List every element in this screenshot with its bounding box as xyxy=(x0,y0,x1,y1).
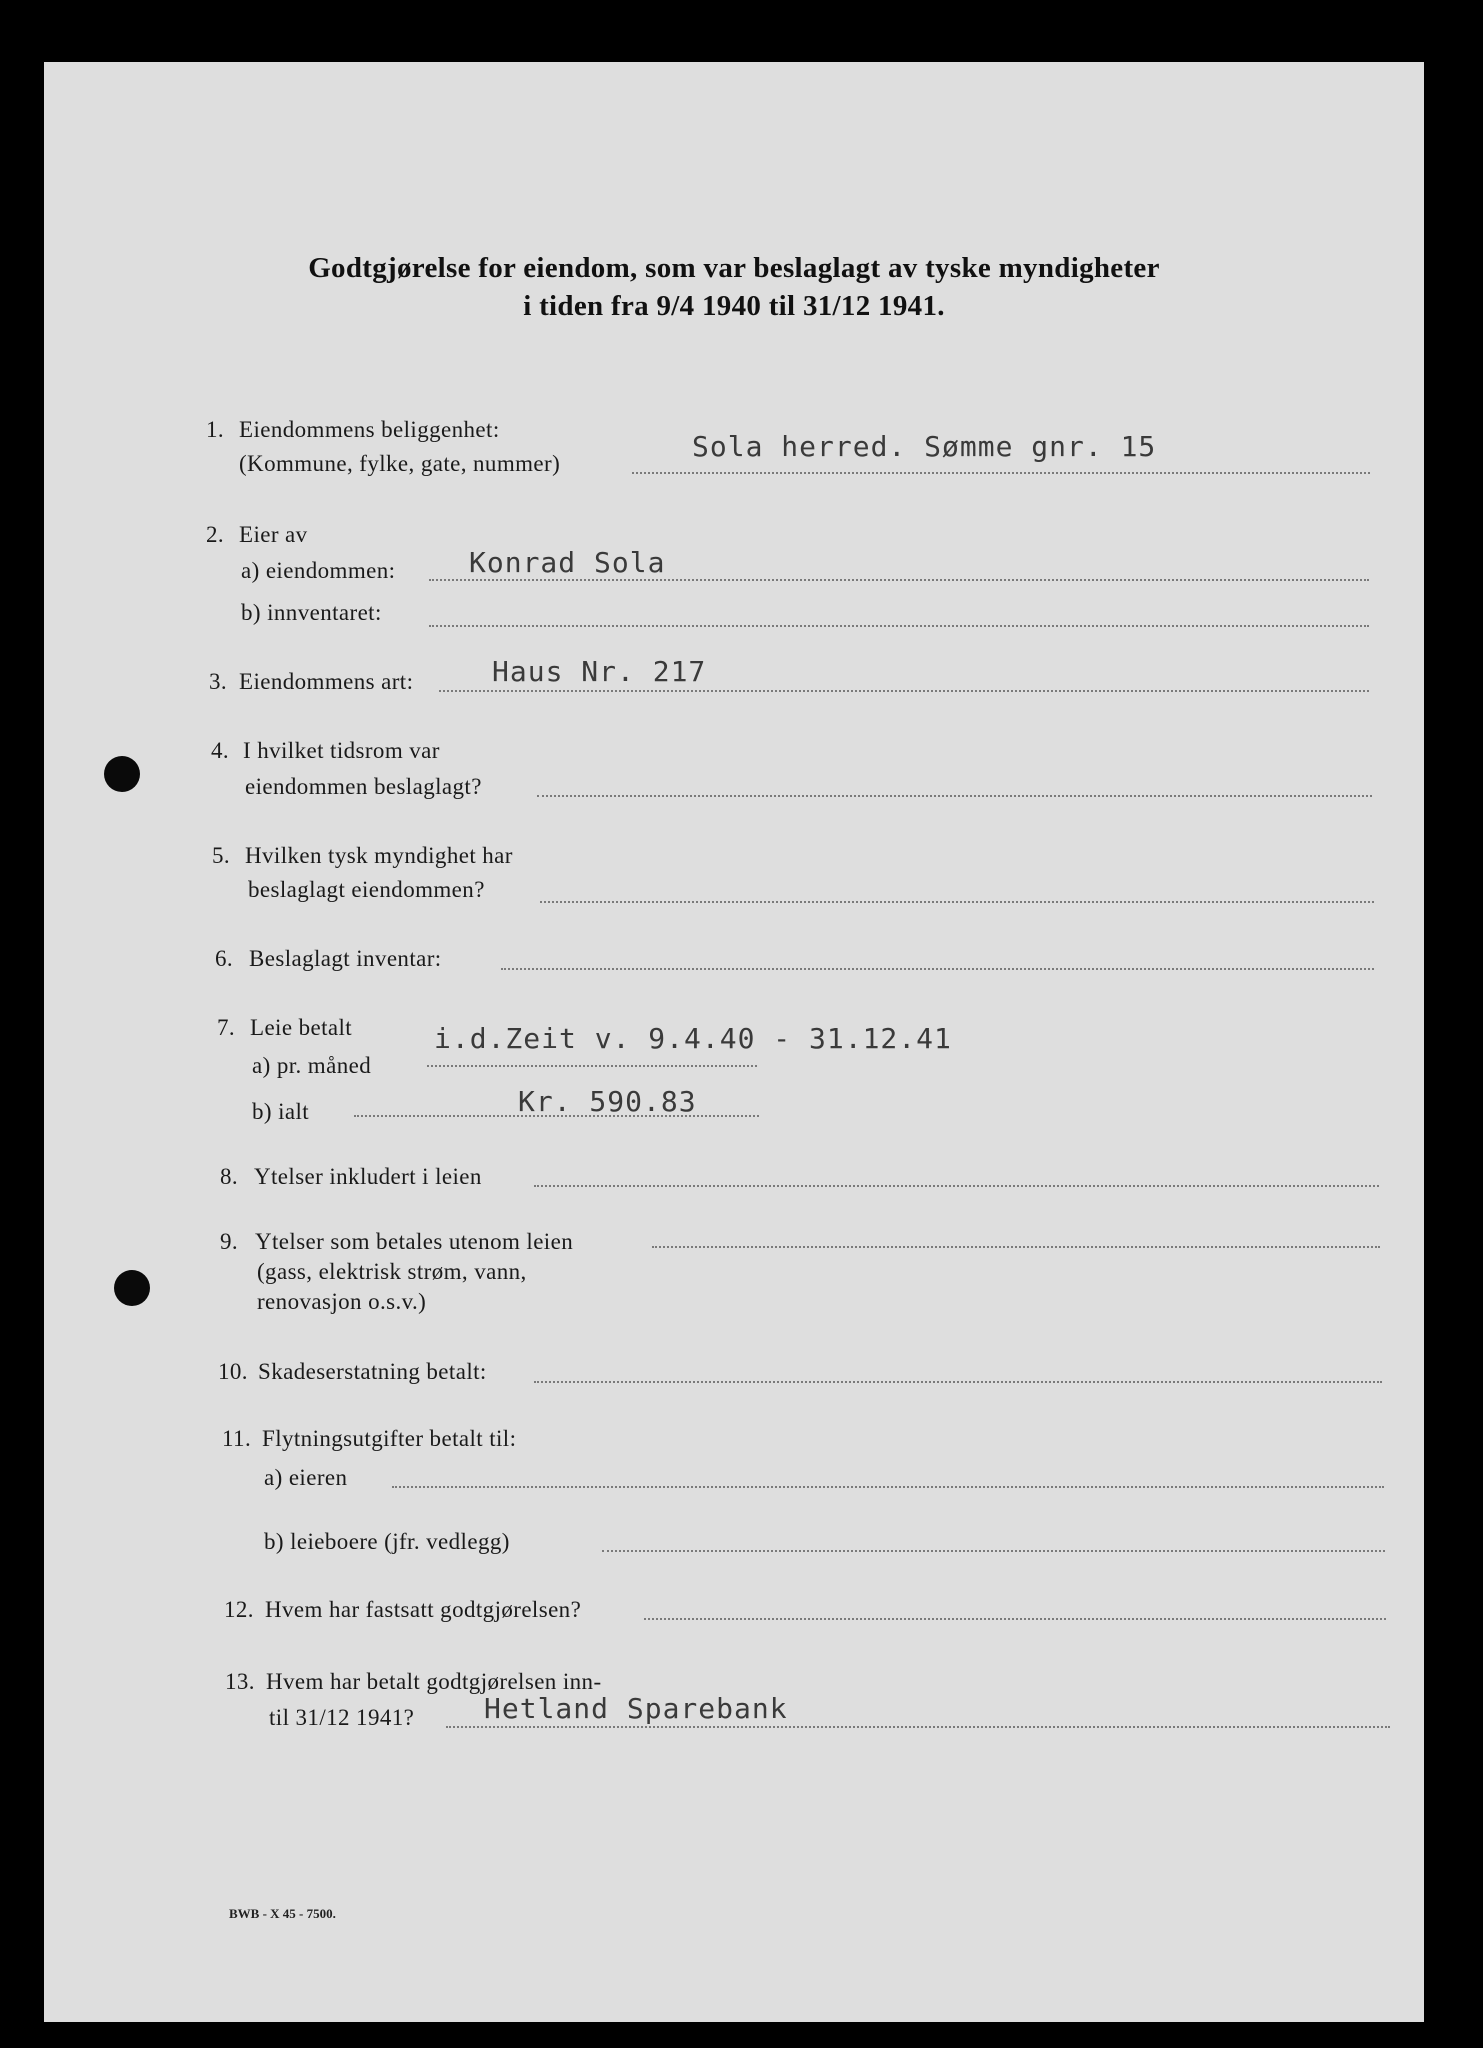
item-7a-value: i.d.Zeit v. 9.4.40 - 31.12.41 xyxy=(434,1022,952,1055)
item-2a-value: Konrad Sola xyxy=(469,546,666,579)
item-7b-value: Kr. 590.83 xyxy=(518,1085,697,1118)
form-page xyxy=(44,62,1424,2022)
item-11b-fill-line xyxy=(602,1550,1385,1552)
item-6-label: Beslaglagt inventar: xyxy=(249,946,442,971)
item-3-number: 3. xyxy=(209,669,228,694)
item-7a-label: a) pr. måned xyxy=(252,1053,372,1078)
form-title-line-1: Godtgjørelse for eiendom, som var beslaglagt av tyske myndigheter xyxy=(308,252,1160,284)
item-5-number: 5. xyxy=(212,843,231,868)
item-7-number: 7. xyxy=(217,1015,236,1040)
form-title-line-2: i tiden fra 9/4 1940 til 31/12 1941. xyxy=(523,290,945,322)
print-code: BWB - X 45 - 7500. xyxy=(229,1906,336,1921)
item-8-fill-line xyxy=(534,1185,1379,1187)
item-11a-fill-line xyxy=(392,1486,1384,1488)
item-7b-fill-line xyxy=(354,1115,759,1117)
item-13-number: 13. xyxy=(225,1669,255,1694)
item-7-label: Leie betalt xyxy=(250,1015,353,1040)
item-1-value: Sola herred. Sømme gnr. 15 xyxy=(692,430,1157,463)
item-13-sublabel: til 31/12 1941? xyxy=(269,1705,415,1730)
item-13-value: Hetland Sparebank xyxy=(484,1692,788,1725)
item-2-label: Eier av xyxy=(239,522,308,547)
item-2b-fill-line xyxy=(429,625,1369,627)
item-4-fill-line xyxy=(537,795,1372,797)
item-12-label: Hvem har fastsatt godtgjørelsen? xyxy=(265,1597,582,1622)
item-13-fill-line xyxy=(446,1726,1390,1728)
item-2-number: 2. xyxy=(206,522,225,547)
item-11-label: Flytningsutgifter betalt til: xyxy=(262,1426,517,1451)
item-9-label: Ytelser som betales utenom leien xyxy=(255,1229,574,1254)
item-4-number: 4. xyxy=(211,738,230,763)
item-9-fill-line xyxy=(652,1246,1380,1248)
item-11a-label: a) eieren xyxy=(264,1465,348,1490)
item-10-label: Skadeserstatning betalt: xyxy=(258,1359,487,1384)
item-13-label: Hvem har betalt godtgjørelsen inn- xyxy=(266,1669,602,1694)
item-5-label: Hvilken tysk myndighet har xyxy=(245,843,513,868)
item-10-fill-line xyxy=(534,1381,1382,1383)
item-5-sublabel: beslaglagt eiendommen? xyxy=(248,877,485,902)
item-11-number: 11. xyxy=(222,1426,252,1451)
punch-hole-bottom xyxy=(114,1270,150,1306)
item-7a-fill-line xyxy=(427,1065,757,1067)
item-12-number: 12. xyxy=(224,1597,254,1622)
item-9-number: 9. xyxy=(220,1229,239,1254)
item-1-number: 1. xyxy=(206,417,225,442)
item-6-fill-line xyxy=(501,968,1374,970)
item-8-number: 8. xyxy=(220,1164,239,1189)
item-9-sublabel-2: renovasjon o.s.v.) xyxy=(257,1289,427,1314)
item-9-sublabel-1: (gass, elektrisk strøm, vann, xyxy=(257,1259,527,1284)
item-2a-label: a) eiendommen: xyxy=(241,558,396,583)
item-2a-fill-line xyxy=(429,579,1369,581)
item-3-fill-line xyxy=(439,690,1369,692)
item-1-label: Eiendommens beliggenhet: xyxy=(239,417,500,442)
item-2b-label: b) innventaret: xyxy=(241,600,382,625)
item-5-fill-line xyxy=(540,901,1374,903)
item-7b-label: b) ialt xyxy=(252,1099,310,1124)
item-12-fill-line xyxy=(644,1618,1386,1620)
punch-hole-top xyxy=(104,756,140,792)
item-6-number: 6. xyxy=(215,946,234,971)
item-1-sublabel: (Kommune, fylke, gate, nummer) xyxy=(239,451,561,476)
item-10-number: 10. xyxy=(218,1359,248,1384)
item-8-label: Ytelser inkludert i leien xyxy=(254,1164,482,1189)
item-11b-label: b) leieboere (jfr. vedlegg) xyxy=(264,1529,510,1554)
item-3-label: Eiendommens art: xyxy=(239,669,414,694)
item-1-fill-line xyxy=(632,472,1370,474)
item-3-value: Haus Nr. 217 xyxy=(492,655,707,688)
item-4-sublabel: eiendommen beslaglagt? xyxy=(245,774,482,799)
item-4-label: I hvilket tidsrom var xyxy=(243,738,440,763)
